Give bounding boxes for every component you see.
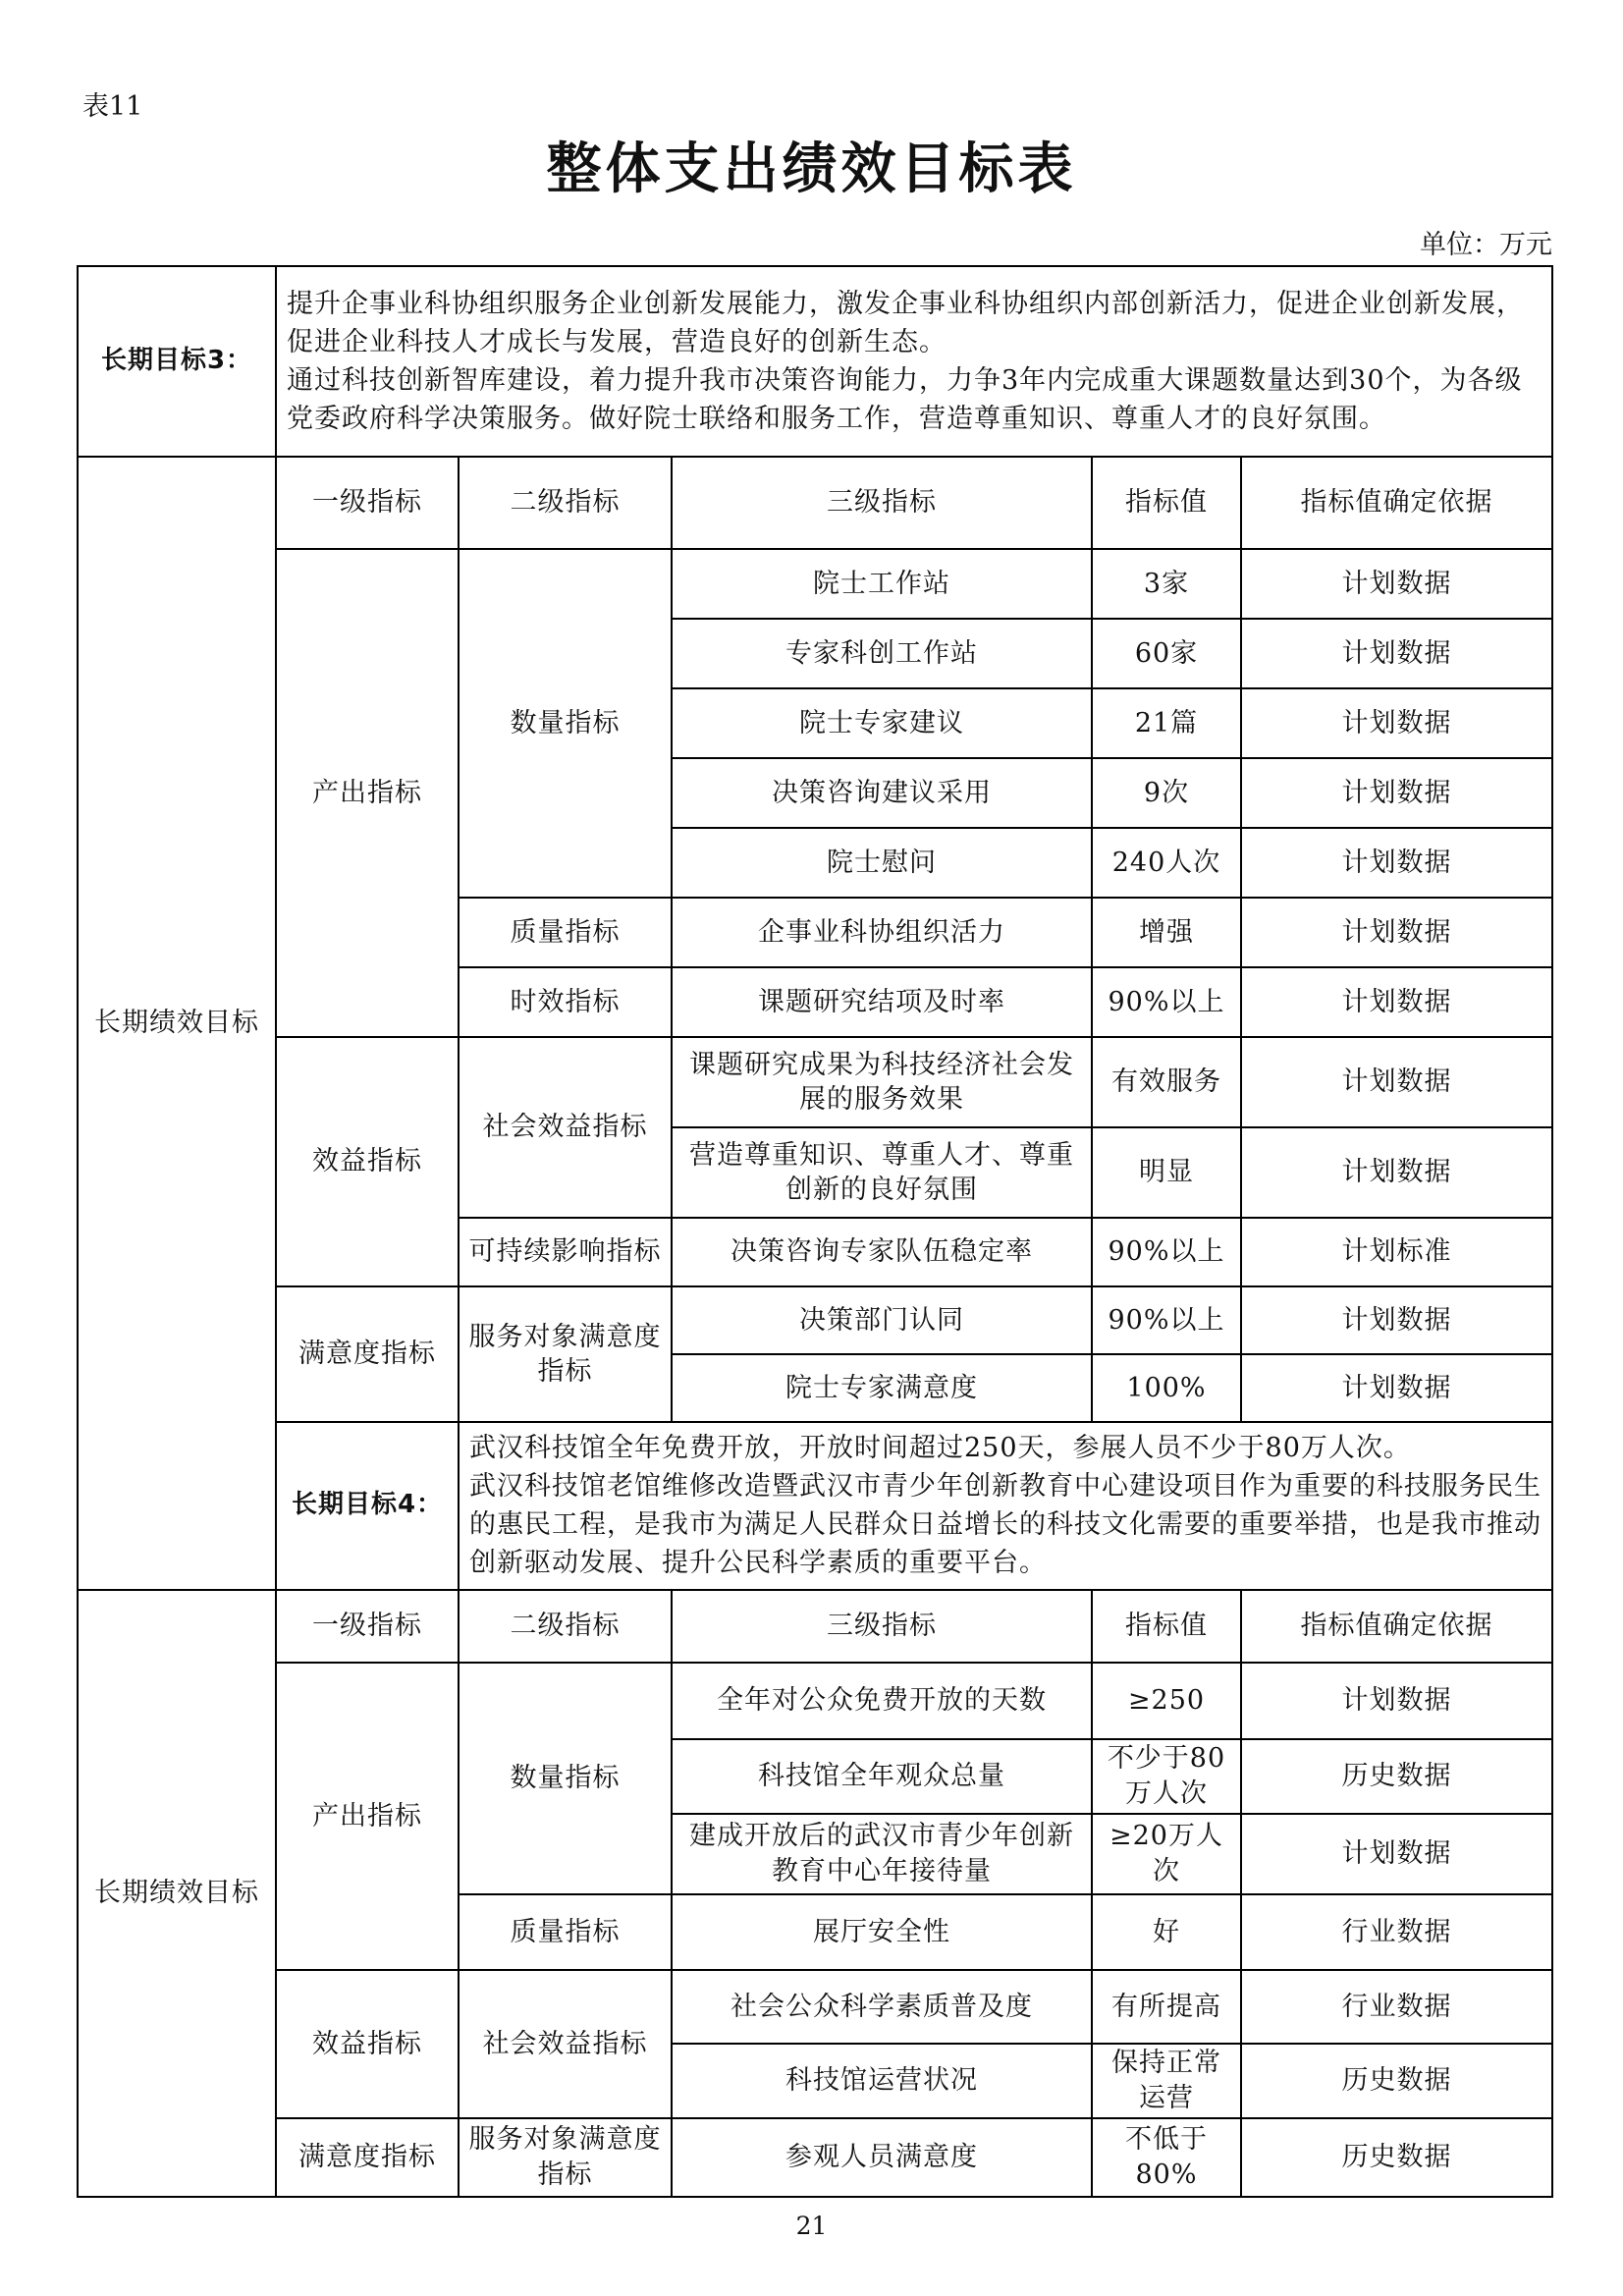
value-cell: 好 [1092,1894,1241,1970]
basis-cell: 行业数据 [1241,1894,1552,1970]
goal4-benefit-label: 效益指标 [276,1970,459,2118]
indicator-cell: 全年对公众免费开放的天数 [672,1663,1092,1739]
header-level2: 二级指标 [459,457,672,549]
basis-cell: 计划标准 [1241,1218,1552,1286]
indicator-cell: 院士慰问 [672,828,1092,898]
header-basis: 指标值确定依据 [1241,457,1552,549]
indicator-cell: 院士工作站 [672,549,1092,619]
goal4-satisfaction-label: 满意度指标 [276,2118,459,2197]
value-cell: 60家 [1092,619,1241,688]
value-cell: 明显 [1092,1127,1241,1218]
indicator-cell [672,1037,1092,1127]
value-cell: 增强 [1092,898,1241,967]
basis-cell: 计划数据 [1241,1354,1552,1422]
goal3-label: 长期目标3： [78,266,276,457]
indicator-cell: 院士专家建议 [672,688,1092,758]
page-title: 整体支出绩效目标表 [546,137,1077,201]
goal4-label: 长期目标4： [276,1422,459,1590]
value-line: 次 [1153,1855,1180,1886]
goal3-row [78,266,1552,457]
goal4-row [78,1422,1552,1590]
goal4-section-label: 长期绩效目标 [78,1590,276,2197]
service-sat-line: 服务对象满意度 [468,1321,662,1352]
indicator-cell [672,1814,1092,1894]
value-cell [1092,1739,1241,1814]
goal4-service-sat-label [459,2118,672,2197]
basis-cell: 计划数据 [1241,549,1552,619]
table-row [78,2118,1552,2197]
unit-label: 单位：万元 [1420,230,1552,260]
indicator-cell: 科技馆全年观众总量 [672,1739,1092,1814]
table-row [78,1286,1552,1354]
indicator-cell: 专家科创工作站 [672,619,1092,688]
header-value: 指标值 [1092,1590,1241,1663]
goal3-service-sat-label [459,1286,672,1422]
basis-cell: 计划数据 [1241,1037,1552,1127]
header-level2: 二级指标 [459,1590,672,1663]
indicator-cell: 展厅安全性 [672,1894,1092,1970]
value-line: 运营 [1139,2082,1194,2113]
indicator-line: 建成开放后的武汉市青少年创新 [689,1821,1074,1852]
goal4-quality-label: 质量指标 [459,1894,672,1970]
indicator-cell: 决策咨询建议采用 [672,758,1092,828]
goal4-description [459,1422,1552,1590]
basis-cell: 行业数据 [1241,1970,1552,2044]
basis-cell: 计划数据 [1241,967,1552,1037]
goal3-benefit-label: 效益指标 [276,1037,459,1286]
value-cell: 90%以上 [1092,967,1241,1037]
goal4-header-row [78,1590,1552,1663]
value-cell: 3家 [1092,549,1241,619]
value-cell: 90%以上 [1092,1286,1241,1354]
goal3-text-1: 提升企事业科协组织服务企业创新发展能力，激发企事业科协组织内部创新活力，促进企业创新发展，促进企业科技人才成长与发展，营造良好的创新生态。 [287,288,1524,357]
indicator-cell: 院士专家满意度 [672,1354,1092,1422]
value-cell [1092,2044,1241,2118]
service-sat-line: 指标 [537,1356,593,1387]
goal3-quantity-label: 数量指标 [459,549,672,898]
basis-cell: 计划数据 [1241,1286,1552,1354]
value-cell: 有所提高 [1092,1970,1241,2044]
table-row [78,1663,1552,1739]
goal3-timeliness-label: 时效指标 [459,967,672,1037]
indicator-cell: 参观人员满意度 [672,2118,1092,2197]
header-level3: 三级指标 [672,1590,1092,1663]
value-line: 保持正常 [1111,2048,1221,2079]
indicator-cell: 决策咨询专家队伍稳定率 [672,1218,1092,1286]
service-sat-line: 指标 [537,2159,593,2190]
indicator-line: 创新的良好氛围 [785,1175,978,1205]
basis-cell: 计划数据 [1241,758,1552,828]
indicator-cell: 决策部门认同 [672,1286,1092,1354]
table-row [78,1970,1552,2044]
header-level3: 三级指标 [672,457,1092,549]
indicator-cell: 科技馆运营状况 [672,2044,1092,2118]
basis-cell: 计划数据 [1241,1663,1552,1739]
indicator-line: 营造尊重知识、尊重人才、尊重 [689,1139,1074,1171]
goal3-section-label: 长期绩效目标 [78,457,276,1590]
header-value: 指标值 [1092,457,1241,549]
goal3-quality-label: 质量指标 [459,898,672,967]
header-level1: 一级指标 [276,1590,459,1663]
indicator-line: 展的服务效果 [799,1084,964,1115]
value-cell: 21篇 [1092,688,1241,758]
goal4-text-1: 武汉科技馆全年免费开放，开放时间超过250天，参展人员不少于80万人次。 [469,1433,1411,1463]
indicator-cell: 社会公众科学素质普及度 [672,1970,1092,2044]
goal3-header-row [78,457,1552,549]
indicator-line: 课题研究成果为科技经济社会发 [689,1049,1074,1080]
value-line: 万人次 [1125,1777,1208,1809]
service-sat-line: 服务对象满意度 [468,2124,662,2156]
value-cell: ≥250 [1092,1663,1241,1739]
value-cell: 有效服务 [1092,1037,1241,1127]
value-cell: 100% [1092,1354,1241,1422]
goal3-social-label: 社会效益指标 [459,1037,672,1218]
indicator-line: 教育中心年接待量 [772,1855,992,1886]
goal4-social-label: 社会效益指标 [459,1970,672,2118]
header-level1: 一级指标 [276,457,459,549]
performance-target-table [77,265,1553,2198]
basis-cell: 计划数据 [1241,828,1552,898]
goal3-output-label: 产出指标 [276,549,459,1037]
indicator-cell: 企事业科协组织活力 [672,898,1092,967]
goal3-sustain-label: 可持续影响指标 [459,1218,672,1286]
basis-cell: 计划数据 [1241,898,1552,967]
goal3-satisfaction-label: 满意度指标 [276,1286,459,1422]
value-cell [1092,1814,1241,1894]
page-number: 21 [795,2212,828,2240]
indicator-cell: 课题研究结项及时率 [672,967,1092,1037]
basis-cell: 计划数据 [1241,1127,1552,1218]
indicator-cell [672,1127,1092,1218]
value-cell: 不低于80% [1092,2118,1241,2197]
goal3-description [276,266,1552,457]
value-cell: 9次 [1092,758,1241,828]
goal4-output-label: 产出指标 [276,1663,459,1970]
goal3-text-2: 通过科技创新智库建设，着力提升我市决策咨询能力，力争3年内完成重大课题数量达到30个，为各级党委政府科学决策服务。做好院士联络和服务工作，营造尊重知识、尊重人才的良好氛围。 [287,365,1523,435]
value-line: 不少于80 [1107,1743,1226,1775]
header-basis: 指标值确定依据 [1241,1590,1552,1663]
basis-cell: 计划数据 [1241,619,1552,688]
basis-cell: 历史数据 [1241,2118,1552,2197]
basis-cell: 历史数据 [1241,1739,1552,1814]
value-line: ≥20万人 [1109,1821,1223,1852]
table-row [78,549,1552,619]
basis-cell: 计划数据 [1241,688,1552,758]
basis-cell: 计划数据 [1241,1814,1552,1894]
table-row [78,1037,1552,1127]
goal4-text-2: 武汉科技馆老馆维修改造暨武汉市青少年创新教育中心建设项目作为重要的科技服务民生的惠民工程，是我市为满足人民群众日益增长的科技文化需要的重要举措，也是我市推动创新驱动发展、提升公民科学素质的重要平台。 [469,1471,1542,1579]
basis-cell: 历史数据 [1241,2044,1552,2118]
table-number: 表11 [82,91,143,122]
goal4-quantity-label: 数量指标 [459,1663,672,1894]
value-cell: 240人次 [1092,828,1241,898]
value-cell: 90%以上 [1092,1218,1241,1286]
